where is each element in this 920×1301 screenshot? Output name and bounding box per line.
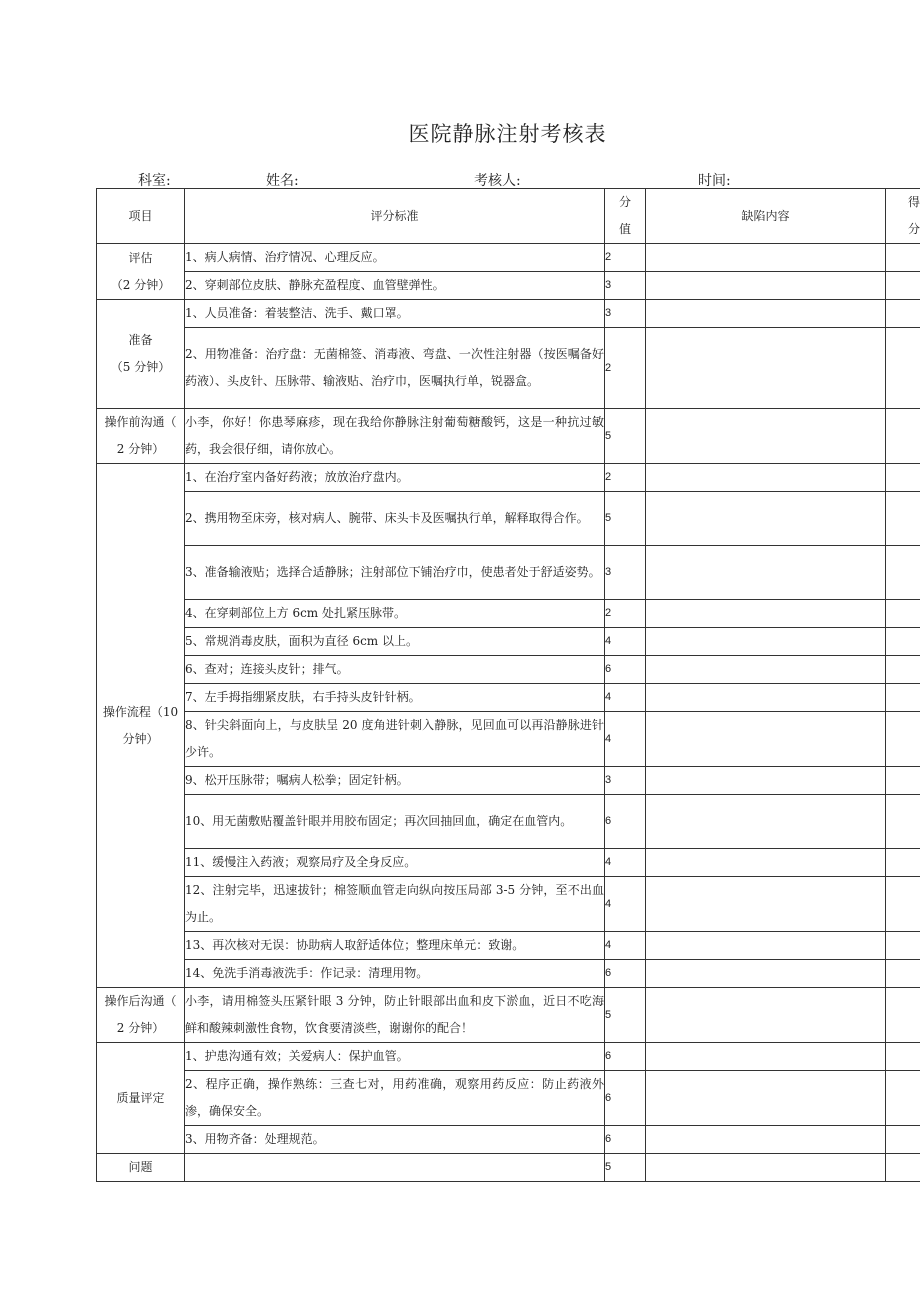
got-cell[interactable] [886, 546, 920, 600]
criteria-cell: 8、针尖斜面向上，与皮肤呈 20 度角进针刺入静脉，见回血可以再沿静脉进针少许。 [185, 712, 605, 767]
criteria-cell: 3、准备输液贴；选择合适静脉；注射部位下铺治疗巾，使患者处于舒适姿势。 [185, 546, 605, 600]
score-cell: 6 [605, 1126, 646, 1154]
table-row [97, 795, 920, 849]
table-row [97, 656, 920, 684]
defect-cell[interactable] [646, 684, 886, 712]
score-cell: 5 [605, 988, 646, 1043]
defect-cell[interactable] [646, 1043, 886, 1071]
header-got-line2: 分 [907, 222, 920, 236]
got-cell[interactable] [886, 464, 920, 492]
header-item: 项目 [97, 189, 185, 244]
header-score-line1: 分 [618, 195, 631, 209]
section-pre-communication: 操作前沟通（ 2 分钟） [97, 409, 185, 464]
defect-cell[interactable] [646, 328, 886, 409]
examiner-label: 考核人: [474, 173, 521, 189]
score-cell: 2 [605, 600, 646, 628]
criteria-cell: 1、病人病情、治疗情况、心理反应。 [185, 244, 605, 272]
got-cell[interactable] [886, 960, 920, 988]
score-cell: 4 [605, 877, 646, 932]
score-cell: 3 [605, 272, 646, 300]
defect-cell[interactable] [646, 409, 886, 464]
defect-cell[interactable] [646, 300, 886, 328]
defect-cell[interactable] [646, 244, 886, 272]
header-score [605, 189, 646, 244]
got-cell[interactable] [886, 409, 920, 464]
table-row [97, 1071, 920, 1126]
section-quality: 质量评定 [97, 1043, 185, 1154]
score-cell: 4 [605, 684, 646, 712]
defect-cell[interactable] [646, 767, 886, 795]
defect-cell[interactable] [646, 464, 886, 492]
got-cell[interactable] [886, 877, 920, 932]
score-cell: 3 [605, 546, 646, 600]
table-row [97, 877, 920, 932]
score-cell: 2 [605, 464, 646, 492]
criteria-cell[interactable] [185, 1154, 605, 1182]
defect-cell[interactable] [646, 1071, 886, 1126]
table-row [97, 409, 920, 464]
criteria-cell: 13、再次核对无误：协助病人取舒适体位；整理床单元：致谢。 [185, 932, 605, 960]
got-cell[interactable] [886, 1154, 920, 1182]
score-cell: 3 [605, 300, 646, 328]
section-procedure: 操作流程（10 分钟） [97, 464, 185, 988]
defect-cell[interactable] [646, 656, 886, 684]
criteria-cell: 5、常规消毒皮肤，面积为直径 6cm 以上。 [185, 628, 605, 656]
page-title: 医院静脉注射考核表 [408, 122, 607, 146]
table-row [97, 1154, 920, 1182]
dept-label: 科室: [138, 173, 171, 189]
table-row [97, 960, 920, 988]
table-row [97, 300, 920, 328]
table-row [97, 272, 920, 300]
defect-cell[interactable] [646, 877, 886, 932]
table-row [97, 1043, 920, 1071]
score-cell: 6 [605, 1043, 646, 1071]
score-cell: 4 [605, 628, 646, 656]
score-cell: 6 [605, 960, 646, 988]
criteria-cell: 14、免洗手消毒液洗手：作记录：清理用物。 [185, 960, 605, 988]
defect-cell[interactable] [646, 932, 886, 960]
name-label: 姓名: [266, 173, 299, 189]
score-cell: 6 [605, 795, 646, 849]
criteria-cell: 1、在治疗室内备好药液；放放治疗盘内。 [185, 464, 605, 492]
criteria-cell: 12、注射完毕，迅速拔针；棉签顺血管走向纵向按压局部 3-5 分钟，至不出血为止。 [185, 877, 605, 932]
table-header-row [97, 189, 920, 244]
got-cell[interactable] [886, 1071, 920, 1126]
header-got-line1: 得 [907, 195, 920, 209]
got-cell[interactable] [886, 600, 920, 628]
got-cell[interactable] [886, 932, 920, 960]
defect-cell[interactable] [646, 628, 886, 656]
defect-cell[interactable] [646, 712, 886, 767]
defect-cell[interactable] [646, 1154, 886, 1182]
criteria-cell: 3、用物齐备：处理规范。 [185, 1126, 605, 1154]
got-cell[interactable] [886, 684, 920, 712]
got-cell[interactable] [886, 849, 920, 877]
table-row [97, 244, 920, 272]
criteria-cell: 2、携用物至床旁，核对病人、腕带、床头卡及医嘱执行单，解释取得合作。 [185, 492, 605, 546]
score-cell: 4 [605, 849, 646, 877]
section-assess: 评估 （2 分钟） [97, 244, 185, 300]
score-cell: 5 [605, 492, 646, 546]
got-cell[interactable] [886, 1126, 920, 1154]
criteria-cell: 10、用无菌敷贴覆盖针眼并用胶布固定；再次回抽回血，确定在血管内。 [185, 795, 605, 849]
table-row [97, 932, 920, 960]
score-cell: 6 [605, 1071, 646, 1126]
criteria-cell: 1、人员准备：着装整洁、洗手、戴口罩。 [185, 300, 605, 328]
defect-cell[interactable] [646, 988, 886, 1043]
table-row [97, 767, 920, 795]
defect-cell[interactable] [646, 272, 886, 300]
table-row [97, 464, 920, 492]
criteria-cell: 小李，你好！你患琴麻疹，现在我给你静脉注射葡萄糖酸钙，这是一种抗过敏药，我会很仔细，请你放心。 [185, 409, 605, 464]
assessment-table [96, 188, 920, 1182]
defect-cell[interactable] [646, 600, 886, 628]
got-cell[interactable] [886, 328, 920, 409]
criteria-cell: 2、用物准备：治疗盘：无菌棉签、消毒液、弯盘、一次性注射器（按医嘱备好药液）、头皮针、压脉带、输液贴、治疗巾，医嘱执行单，锐器盒。 [185, 328, 605, 409]
score-cell: 4 [605, 712, 646, 767]
got-cell[interactable] [886, 1043, 920, 1071]
criteria-cell: 4、在穿刺部位上方 6cm 处扎紧压脉带。 [185, 600, 605, 628]
time-label: 时间: [698, 173, 731, 189]
criteria-cell: 2、穿刺部位皮肤、静脉充盈程度、血管壁弹性。 [185, 272, 605, 300]
defect-cell[interactable] [646, 960, 886, 988]
criteria-cell: 9、松开压脉带；嘱病人松拳；固定针柄。 [185, 767, 605, 795]
score-cell: 2 [605, 328, 646, 409]
criteria-cell: 7、左手拇指绷紧皮肤，右手持头皮针针柄。 [185, 684, 605, 712]
got-cell[interactable] [886, 712, 920, 767]
score-cell: 2 [605, 244, 646, 272]
got-cell[interactable] [886, 795, 920, 849]
got-cell[interactable] [886, 492, 920, 546]
table-row [97, 328, 920, 409]
header-criteria: 评分标准 [185, 189, 605, 244]
criteria-cell: 小李，请用棉签头压紧针眼 3 分钟，防止针眼部出血和皮下淤血，近日不吃海鲜和酸辣刺激性食物，饮食要清淡些，谢谢你的配合！ [185, 988, 605, 1043]
got-cell[interactable] [886, 628, 920, 656]
score-cell: 5 [605, 1154, 646, 1182]
section-problem: 问题 [97, 1154, 185, 1182]
criteria-cell: 11、缓慢注入药液；观察局疗及全身反应。 [185, 849, 605, 877]
section-prep: 准备 （5 分钟） [97, 300, 185, 409]
header-score-line2: 值 [618, 222, 631, 236]
criteria-cell: 1、护患沟通有效；关爱病人：保护血管。 [185, 1043, 605, 1071]
criteria-cell: 6、查对；连接头皮针；排气。 [185, 656, 605, 684]
score-cell: 4 [605, 932, 646, 960]
got-cell[interactable] [886, 767, 920, 795]
table-row [97, 849, 920, 877]
got-cell[interactable] [886, 272, 920, 300]
got-cell[interactable] [886, 300, 920, 328]
table-row [97, 988, 920, 1043]
defect-cell[interactable] [646, 849, 886, 877]
got-cell[interactable] [886, 244, 920, 272]
defect-cell[interactable] [646, 492, 886, 546]
score-cell: 5 [605, 409, 646, 464]
got-cell[interactable] [886, 656, 920, 684]
criteria-cell: 2、程序正确，操作熟练：三查七对，用药准确，观察用药反应：防止药液外渗，确保安全。 [185, 1071, 605, 1126]
table-row [97, 492, 920, 546]
table-row [97, 712, 920, 767]
defect-cell[interactable] [646, 795, 886, 849]
score-cell: 6 [605, 656, 646, 684]
table-row [97, 546, 920, 600]
section-post-communication: 操作后沟通（ 2 分钟） [97, 988, 185, 1043]
table-row [97, 684, 920, 712]
got-cell[interactable] [886, 988, 920, 1043]
defect-cell[interactable] [646, 1126, 886, 1154]
table-row [97, 1126, 920, 1154]
table-row [97, 628, 920, 656]
header-got [886, 189, 920, 244]
header-defects: 缺陷内容 [646, 189, 886, 244]
defect-cell[interactable] [646, 546, 886, 600]
score-cell: 3 [605, 767, 646, 795]
table-row [97, 600, 920, 628]
